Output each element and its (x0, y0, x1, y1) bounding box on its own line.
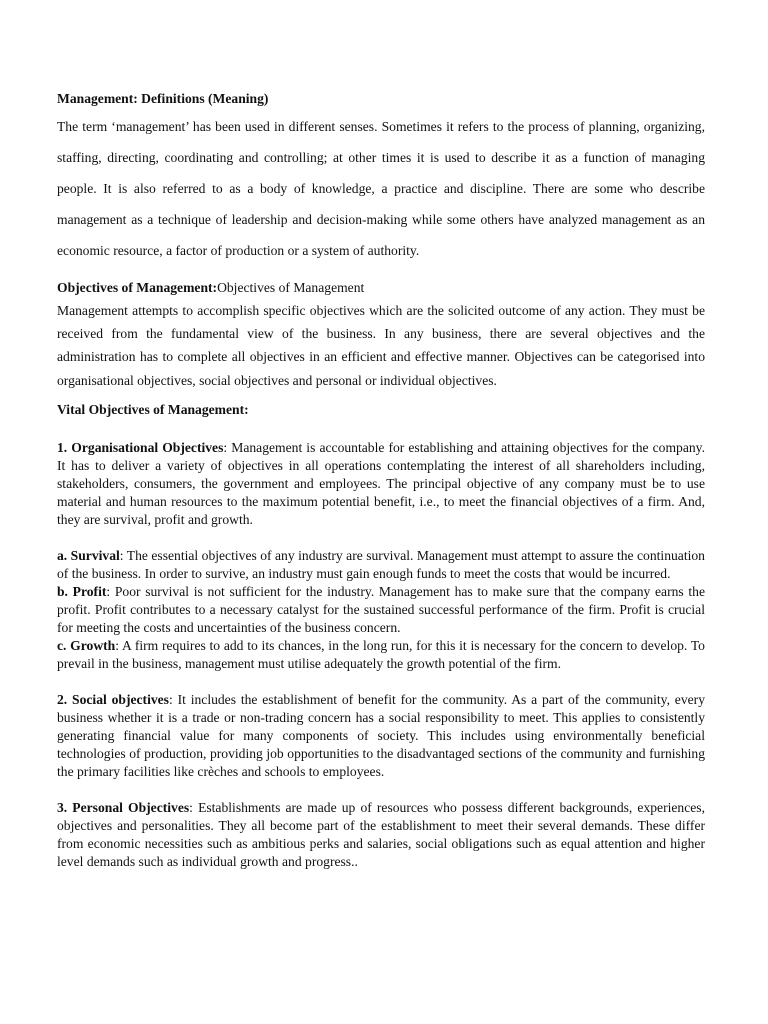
vital-objectives-heading: Vital Objectives of Management: (57, 401, 249, 417)
profit-label: b. Profit (57, 583, 107, 599)
document-page (57, 88, 705, 871)
survival-text: : The essential objectives of any industry are survival. Management must attempt to assure the continuation of the business. In order to survive, an industry must gain enough funds to meet the costs that would be incurred. (57, 547, 705, 581)
objectives-heading-bold: Objectives of Management: (57, 280, 218, 295)
profit-paragraph (57, 583, 705, 637)
objectives-heading-plain: Objectives of Management (217, 280, 365, 295)
personal-objectives-text: : Establishments are made up of resources who possess different backgrounds, experiences, objectives and personalities. They all become part of the establishment to meet their several demands. These differ from economic necessities such as ambitious perks and salaries, social obligations such as equal attention and higher level demands such as individual growth and progress.. (57, 799, 705, 869)
social-objectives-text: : It includes the establishment of benefit for the community. As a part of the community, every business whether it is a trade or non-trading concern has a social responsibility to meet. This applies to consistently generating financial value for many components of society. This includes using environmentally beneficial technologies of production, providing job opportunities to the disadvantaged sections of the community and furnishing the primary facilities like crèches and schools to employees. (57, 691, 705, 779)
spacer (57, 529, 705, 547)
spacer (57, 781, 705, 799)
personal-objectives-paragraph (57, 799, 705, 871)
social-objectives-label: 2. Social objectives (57, 691, 169, 707)
growth-text: : A firm requires to add to its chances, in the long run, for this it is necessary for the concern to develop. To prevail in the business, management must utilise adequately the growth potential of the firm. (57, 637, 705, 671)
organisational-objectives-paragraph (57, 439, 705, 529)
organisational-objectives-text: : Management is accountable for establishing and attaining objectives for the company. It has to deliver a variety of objectives in all operations contemplating the interest of all shareholders including, stakeholders, consumers, the government and employees. The principal objective of any company must be to use material and human resources to the maximum potential benefit, i.e., to meet the financial objectives of a firm. And, they are survival, profit and growth. (57, 439, 705, 527)
growth-paragraph (57, 637, 705, 673)
organisational-objectives-label: 1. Organisational Objectives (57, 439, 224, 455)
social-objectives-paragraph (57, 691, 705, 781)
growth-label: c. Growth (57, 637, 116, 653)
definitions-paragraph: The term ‘management’ has been used in different senses. Sometimes it refers to the process of planning, organizing, staffing, directing, coordinating and controlling; at other times it is used to describe it as a function of managing people. It is also referred to as a body of knowledge, a practice and discipline. There are some who describe management as a technique of leadership and decision-making while some others have analyzed management as an economic resource, a factor of production or a system of authority. (57, 119, 705, 258)
survival-label: a. Survival (57, 547, 120, 563)
objectives-heading (57, 277, 705, 299)
definitions-heading: Management: Definitions (Meaning) (57, 91, 269, 106)
survival-paragraph (57, 547, 705, 583)
spacer (57, 673, 705, 691)
profit-text: : Poor survival is not sufficient for the industry. Management has to make sure that the company earns the profit. Profit contributes to a necessary catalyst for the sustained successful performance of the firm. Profit is crucial for meeting the costs and uncertainties of the business concern. (57, 583, 705, 635)
personal-objectives-label: 3. Personal Objectives (57, 799, 190, 815)
objectives-paragraph: Management attempts to accomplish specific objectives which are the solicited outcome of any action. They must be received from the fundamental view of the business. In any business, there are several objectives and the administration has to complete all objectives in an efficient and effective manner. Objectives can be categorised into organisational objectives, social objectives and personal or individual objectives. (57, 303, 705, 388)
